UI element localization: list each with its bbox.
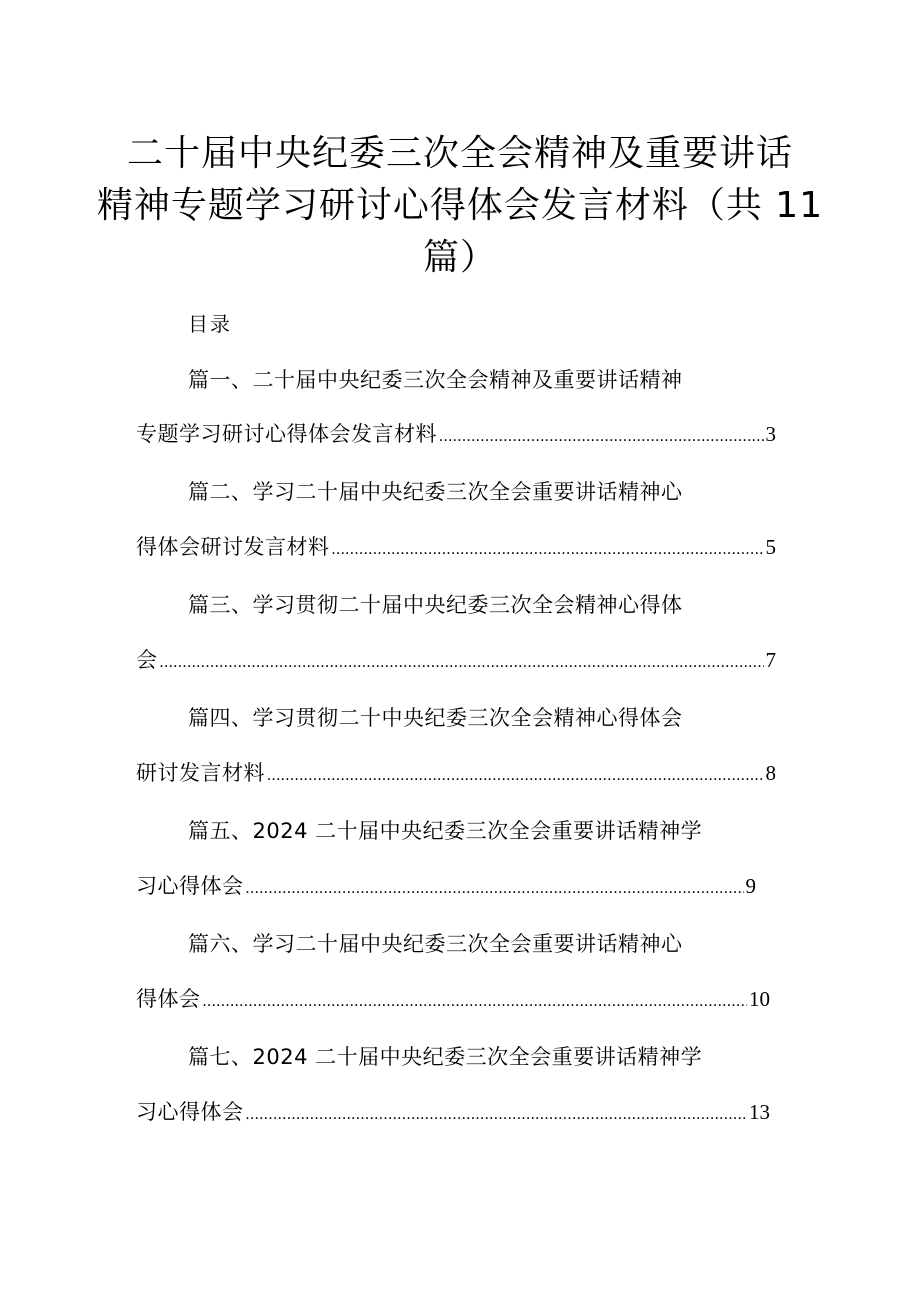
toc-entry-2-title[interactable]: 篇二、学习二十届中央纪委三次全会重要讲话精神心: [188, 480, 683, 504]
document-title: [60, 128, 860, 284]
toc-page-number: 8: [765, 761, 776, 785]
toc-entry-3-title[interactable]: 篇三、学习贯彻二十届中央纪委三次全会精神心得体: [188, 593, 683, 617]
toc-page-number: 13: [749, 1100, 770, 1124]
toc-entry-label: 会: [136, 648, 158, 672]
toc-entry-label: 研讨发言材料: [136, 761, 265, 785]
title-line-3: 篇）: [422, 237, 497, 278]
toc-entry-label: 专题学习研讨心得体会发言材料: [136, 422, 437, 446]
toc-entry-1-title[interactable]: 篇一、二十届中央纪委三次全会精神及重要讲话精神: [188, 368, 683, 392]
toc-page-number: 10: [749, 987, 770, 1011]
toc-entry-5-line[interactable]: [136, 870, 756, 902]
title-line-2: 精神专题学习研讨心得体会发言材料（共 11: [96, 185, 824, 226]
toc-page-number: 3: [765, 422, 776, 446]
toc-entry-7-line[interactable]: [136, 1096, 770, 1128]
toc-entry-label: 得体会: [136, 987, 201, 1011]
toc-entry-6-title[interactable]: 篇六、学习二十届中央纪委三次全会重要讲话精神心: [188, 932, 683, 956]
toc-page-number: 5: [765, 535, 776, 559]
toc-page-number: 9: [745, 874, 756, 898]
dot-leader: [160, 647, 764, 679]
title-line-1: 二十届中央纪委三次全会精神及重要讲话: [126, 133, 793, 174]
dot-leader: [267, 760, 764, 792]
toc-page-number: 7: [765, 648, 776, 672]
toc-entry-label: 习心得体会: [136, 874, 244, 898]
toc-entry-2-line[interactable]: [136, 531, 776, 563]
dot-leader: [203, 986, 748, 1018]
dot-leader: [246, 1099, 748, 1131]
toc-entry-label: 习心得体会: [136, 1100, 244, 1124]
toc-entry-4-title[interactable]: 篇四、学习贯彻二十中央纪委三次全会精神心得体会: [188, 706, 683, 730]
dot-leader: [439, 421, 764, 453]
toc-entry-4-line[interactable]: [136, 757, 776, 789]
dot-leader: [332, 534, 764, 566]
toc-entry-7-title[interactable]: 篇七、2024 二十届中央纪委三次全会重要讲话精神学: [188, 1045, 703, 1069]
toc-entry-3-line[interactable]: [136, 644, 776, 676]
toc-entry-5-title[interactable]: 篇五、2024 二十届中央纪委三次全会重要讲话精神学: [188, 819, 703, 843]
toc-entry-label: 得体会研讨发言材料: [136, 535, 330, 559]
toc-entry-6-line[interactable]: [136, 983, 770, 1015]
toc-entry-1-line[interactable]: [136, 418, 776, 450]
dot-leader: [246, 873, 744, 905]
toc-heading: 目录: [188, 312, 232, 336]
